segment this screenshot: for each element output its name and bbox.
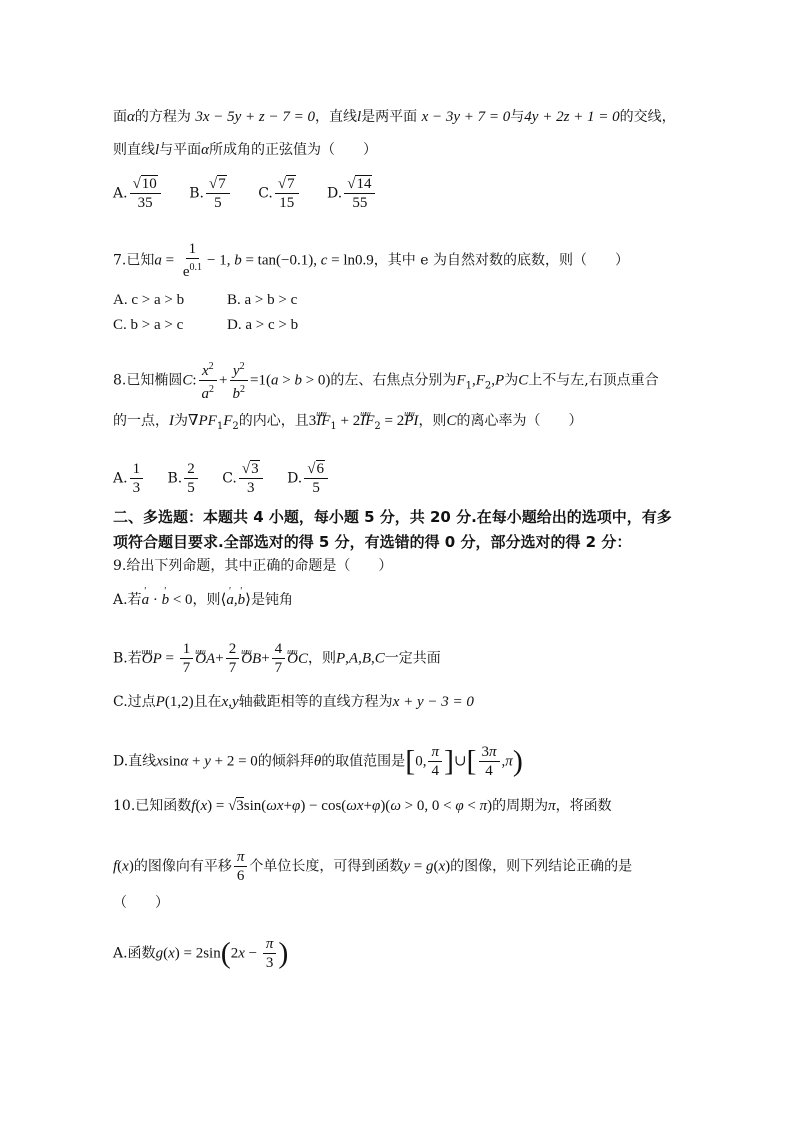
q8-stem-line-2: 的一点，I为$\nabla PF_1F_2$的内心，且3ɯɯ $IF_1$ + 2ɯɯ $IF_2$ = 2ɯɯ PI，则C的离心率为（ ）	[113, 411, 582, 437]
q9-option-b[interactable]: B.若ɯɯ OP = $\frac{1}{7}$ ɯɯ OA+ $\frac{2}{7}$ ɯɯ OB+ $\frac{4}{7}$ ɯɯ OC，则P,A,B,C一定共面	[113, 640, 441, 677]
q6-option-a[interactable]: A. $\frac{√10}{35}$	[113, 175, 163, 212]
q7-options-row-2	[113, 315, 320, 335]
q10-stem-line-2: f(x)的图像向有平移 $\frac{\pi}{6}$ 个单位长度，可得到函数y = g(x)的图像，则下列结论正确的是	[113, 849, 633, 884]
q9-option-a[interactable]: A.若' a · ' b < 0，则⟨' a,' b⟩是钝角	[113, 590, 293, 610]
q7-option-a[interactable]: A. c > a > b	[113, 292, 185, 308]
q10-option-a[interactable]: A.函数g(x) = 2sin(2x − $\frac{\pi}{3}$ )	[113, 936, 289, 971]
q10-stem-line-1: 10.已知函数f(x) = √3sin(ωx+φ) − cos(ωx+φ)(ω > 0, 0 < φ < π)的周期为π，将函数	[113, 798, 612, 814]
q6-option-d[interactable]: D. $\frac{√14}{55}$	[327, 175, 377, 212]
q7-stem: 7.已知a = $\frac{1}{e^{0.1}}$ − 1, b = tan(−0.1), c = ln0.9，其中 e 为自然对数的底数，则（ ）	[113, 241, 629, 280]
q6-options	[113, 175, 399, 212]
section-2-heading-line-2: 项符合题目要求.全部选对的得 5 分，有选错的得 0 分，部分选对的得 2 分：	[113, 533, 632, 551]
q7-option-c[interactable]: C. b > a > c	[113, 317, 184, 333]
q8-option-a[interactable]: A. $\frac{1}{3}$	[113, 460, 145, 497]
q7-option-d[interactable]: D. a > c > b	[227, 317, 299, 333]
q8-options	[113, 460, 348, 497]
q10-stem-line-3: （ ）	[113, 895, 169, 911]
q9-option-d[interactable]: D.直线xsinα + y + 2 = 0的倾斜拜θ的取值范围是[0, $\frac{\pi}{4}$ ]∪[ $\frac{3\pi}{4}$ ,π)	[113, 744, 523, 779]
q9-stem: 9.给出下列命题，其中正确的命题是（ ）	[113, 558, 393, 574]
section-2-heading-line-1: 二、多选题：本题共 4 小题，每小题 5 分，共 20 分.在每小题给出的选项中，有多	[113, 508, 672, 526]
q6-option-b[interactable]: B. $\frac{√7}{5}$	[189, 175, 231, 212]
q8-stem-line-1: 8.已知椭圆C: $\frac{x^2}{a^2}$ + $\frac{y^2}{b^2}$ =1(a > b > 0)的左、右焦点分别为$F_1,F_2,P$为C上不与左,右顶点重合	[113, 358, 659, 403]
q8-option-c[interactable]: C. $\frac{√3}{3}$	[222, 460, 264, 497]
q6-line-2: 则直线l与平面α所成角的正弦值为（ ）	[113, 142, 378, 158]
q7-options-row-1	[113, 290, 319, 310]
q6-line-1: 面α的方程为 3x − 5y + z − 7 = 0，直线l是两平面 x − 3y + 7 = 0与4y + 2z + 1 = 0的交线，	[113, 109, 676, 125]
q8-option-d[interactable]: D. $\frac{√6}{5}$	[287, 460, 330, 497]
q8-option-b[interactable]: B. $\frac{2}{5}$	[168, 460, 200, 497]
q9-option-c[interactable]: C.过点P(1,2)且在x,y轴截距相等的直线方程为x + y − 3 = 0	[113, 694, 474, 710]
q7-option-b[interactable]: B. a > b > c	[227, 292, 298, 308]
q6-option-c[interactable]: C. $\frac{√7}{15}$	[258, 175, 300, 212]
